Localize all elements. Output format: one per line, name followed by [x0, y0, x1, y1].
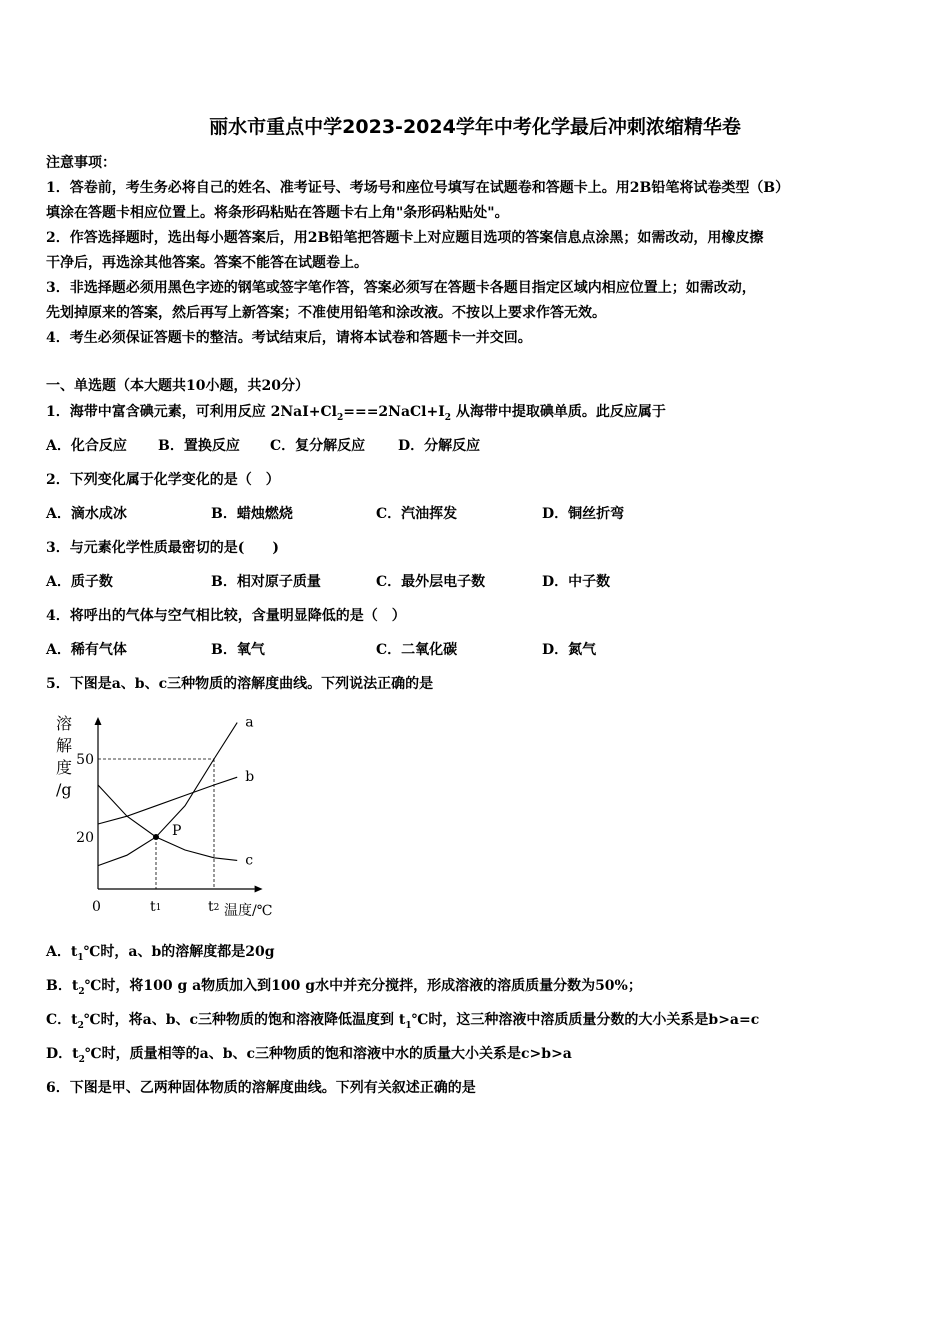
question-3-option-a: A．质子数	[46, 574, 113, 590]
y-axis-label-char: 溶	[56, 714, 73, 733]
x-axis-arrow	[255, 886, 263, 893]
question-1-option-d: D．分解反应	[398, 438, 481, 454]
question-4-option-d: D．氮气	[542, 642, 597, 658]
series-c-label: c	[245, 852, 254, 869]
y-tick-label: 50	[76, 752, 94, 768]
question-1-option-c: C．复分解反应	[270, 438, 366, 454]
x-axis-label: 温度/℃	[224, 903, 273, 919]
y-tick-label: 20	[76, 830, 94, 846]
question-1-stem: 1．海带中富含碘元素，可利用反应 $2NaI+Cl_2===2NaCl+I_2$ 从海带中提取碘单质。此反应属于	[46, 404, 666, 423]
y-axis-label-char: 度	[56, 758, 73, 777]
question-3-stem: 3．与元素化学性质最密切的是( )	[46, 540, 279, 556]
notice-heading: 注意事项：	[46, 155, 116, 171]
y-axis-label-char: 解	[56, 736, 73, 755]
y-axis-label-char: /g	[56, 780, 72, 799]
series-a-label: a	[245, 714, 254, 731]
section-heading: 一、单选题（本大题共10小题，共20分）	[46, 378, 309, 394]
notice-line: 填涂在答题卡相应位置上。将条形码粘贴在答题卡右上角"条形码粘贴处"。	[46, 205, 509, 221]
series-b-label: b	[245, 769, 255, 786]
origin-label: 0	[92, 899, 101, 915]
x-tick-label-t2: t2	[208, 899, 220, 915]
question-5-option-b: B．$t_2℃$时，将100 g a物质加入到100 g水中并充分搅拌，形成溶液的溶质质量分数为50%；	[46, 978, 642, 997]
question-5-option-c: C．$t_2℃$时，将a、b、c三种物质的饱和溶液降低温度到 $t_1℃$时，这三种溶液中溶质质量分数的大小关系是b>a=c	[46, 1012, 760, 1031]
solubility-chart	[50, 713, 290, 923]
question-2-stem: 2．下列变化属于化学变化的是（ ）	[46, 472, 280, 488]
question-5-option-d: D．$t_2℃$时，质量相等的a、b、c三种物质的饱和溶液中水的质量大小关系是c>b>a	[46, 1046, 572, 1065]
question-1-option-b: B．置换反应	[158, 438, 240, 454]
question-3-option-d: D．中子数	[542, 574, 611, 590]
question-2-option-b: B．蜡烛燃烧	[211, 506, 293, 522]
intersection-point	[153, 834, 159, 840]
question-1-option-a: A．化合反应	[46, 438, 127, 454]
notice-line: 干净后，再选涂其他答案。答案不能答在试题卷上。	[46, 255, 368, 271]
notice-line: 1．答卷前，考生务必将自己的姓名、准考证号、考场号和座位号填写在试题卷和答题卡上。用2B铅笔将试卷类型（B）	[46, 180, 790, 196]
series-a-line	[98, 723, 237, 866]
question-4-stem: 4．将呼出的气体与空气相比较，含量明显降低的是（ ）	[46, 608, 406, 624]
question-6-stem: 6．下图是甲、乙两种固体物质的溶解度曲线。下列有关叙述正确的是	[46, 1080, 476, 1096]
series-b-line	[98, 777, 237, 824]
question-4-option-a: A．稀有气体	[46, 642, 127, 658]
question-2-option-c: C．汽油挥发	[376, 506, 458, 522]
question-4-option-b: B．氧气	[211, 642, 265, 658]
notice-line: 先划掉原来的答案，然后再写上新答案；不准使用铅笔和涂改液。不按以上要求作答无效。	[46, 305, 606, 321]
question-3-option-c: C．最外层电子数	[376, 574, 486, 590]
notice-line: 4．考生必须保证答题卡的整洁。考试结束后，请将本试卷和答题卡一并交回。	[46, 330, 532, 346]
y-axis-arrow	[95, 717, 102, 725]
question-3-option-b: B．相对原子质量	[211, 574, 321, 590]
series-c-line	[98, 785, 237, 860]
question-4-option-c: C．二氧化碳	[376, 642, 458, 658]
x-tick-label-t1: t1	[150, 899, 162, 915]
question-5-option-a: A．$t_1℃$时，a、b的溶解度都是20g	[46, 944, 275, 963]
notice-line: 2．作答选择题时，选出每小题答案后，用2B铅笔把答题卡上对应题目选项的答案信息点涂黑；如需改动，用橡皮擦	[46, 230, 764, 246]
question-2-option-d: D．铜丝折弯	[542, 506, 625, 522]
point-label: P	[172, 823, 182, 839]
page-title: 丽水市重点中学2023-2024学年中考化学最后冲刺浓缩精华卷	[209, 116, 741, 138]
question-2-option-a: A．滴水成冰	[46, 506, 127, 522]
question-5-stem: 5．下图是a、b、c三种物质的溶解度曲线。下列说法正确的是	[46, 676, 434, 692]
notice-line: 3．非选择题必须用黑色字迹的钢笔或签字笔作答，答案必须写在答题卡各题目指定区域内相应位置上；如需改动，	[46, 280, 756, 296]
